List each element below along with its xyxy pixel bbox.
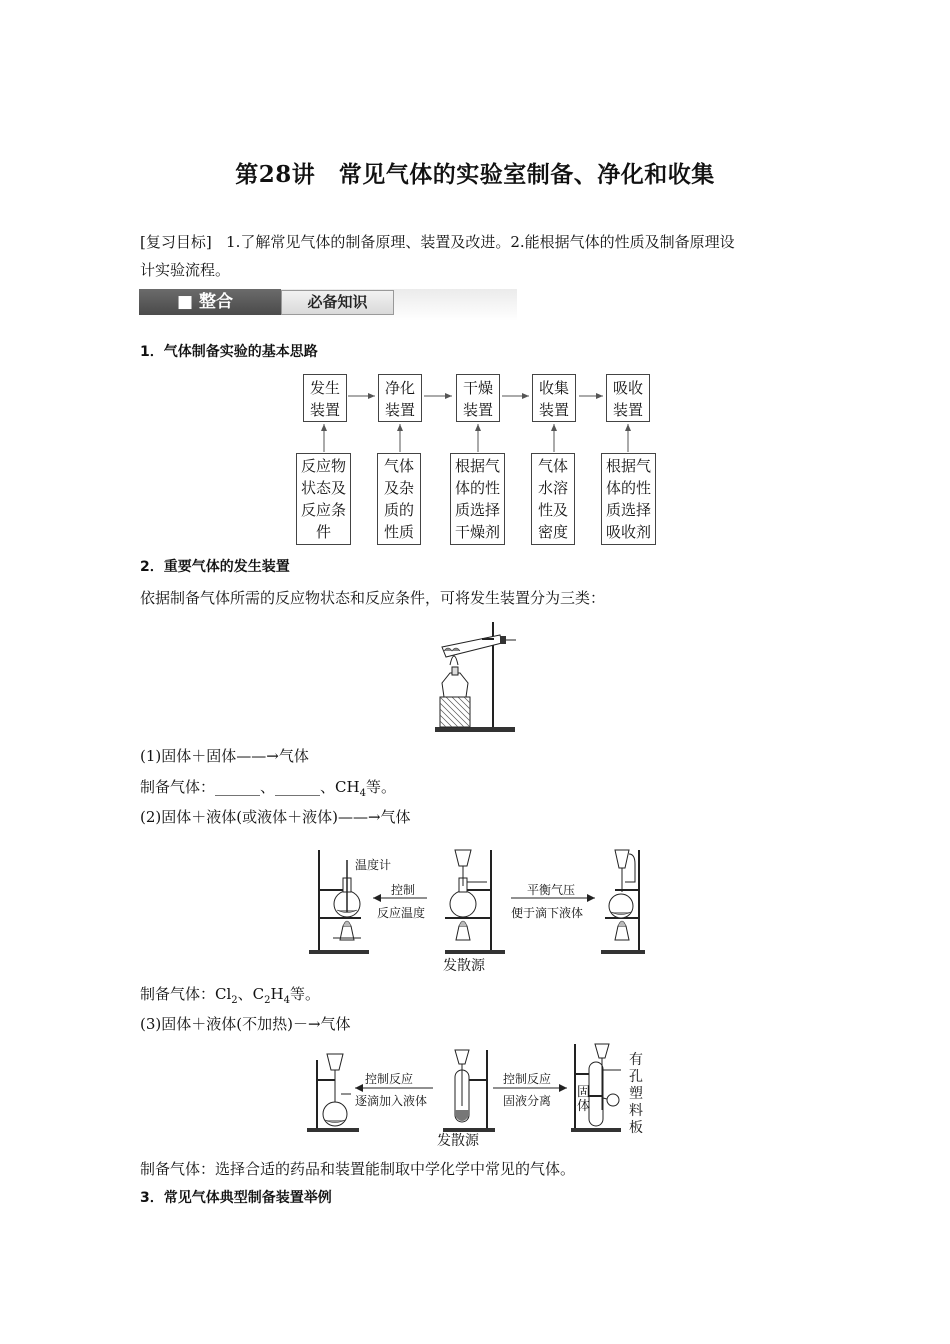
box-collection: 收集装置	[532, 374, 576, 422]
box-impurity-props: 气体及杂质的性质	[377, 453, 421, 545]
page-title: 第28讲 常见气体的实验室制备、净化和收集	[235, 161, 715, 188]
case2-label: (2)固体＋液体(或液体＋液体)——→气体	[140, 808, 411, 826]
case2-prep-b: 、C	[237, 985, 265, 1003]
case1-prep-tail: 等。	[365, 778, 396, 796]
case1-label: (1)固体＋固体——→气体	[140, 747, 309, 765]
c3-left-arrow-label-2: 逐滴加入液体	[355, 1094, 428, 1108]
box-purification: 净化装置	[378, 374, 422, 422]
right-arrow-label-2: 便于滴下液体	[511, 906, 584, 920]
flow-diagram	[295, 372, 655, 548]
thermometer-label: 温度计	[355, 858, 392, 872]
objective-text-1: 1.了解常见气体的制备原理、装置及改进。2.能根据气体的性质及制备原理设	[226, 233, 735, 251]
case2-prep-a: 制备气体：Cl	[140, 985, 232, 1003]
left-arrow-label-2: 反应温度	[377, 906, 426, 920]
solid-liquid-no-heat-figure	[305, 1040, 650, 1152]
c3-right-arrow-label-2: 固液分离	[503, 1094, 552, 1108]
section-banner	[139, 289, 517, 321]
solid-label: 固体	[577, 1085, 591, 1114]
box-desiccant: 根据气体的性质选择干燥剂	[450, 453, 505, 545]
review-objective	[140, 228, 820, 256]
case2-prep-c: H	[270, 985, 284, 1003]
section3-heading: 3．常见气体典型制备装置举例	[140, 1190, 332, 1206]
perforated-plate-label: 有孔塑料板	[629, 1052, 643, 1136]
c3-left-arrow-label-1: 控制反应	[365, 1072, 414, 1086]
box-drying: 干燥装置	[456, 374, 500, 422]
c3-right-arrow-label-1: 控制反应	[503, 1072, 552, 1086]
right-arrow-label-1: 平衡气压	[527, 883, 576, 897]
case1-prep-text: 制备气体：______、______、CH	[140, 778, 360, 796]
case2-prep-sub2: 2	[264, 995, 271, 1006]
solid-solid-apparatus-figure	[430, 617, 520, 735]
banner-right: 必备知识	[281, 290, 394, 315]
case2-prep-d: 等。	[289, 985, 320, 1003]
section2-heading: 2．重要气体的发生装置	[140, 559, 290, 575]
box-absorption: 吸收装置	[606, 374, 650, 422]
case3-label: (3)固体＋液体(不加热)－→气体	[140, 1015, 351, 1033]
banner-left: ■ 整合	[139, 289, 281, 315]
objective-label: [复习目标]	[140, 233, 212, 251]
objective-text-2: 计实验流程。	[140, 261, 231, 279]
box-generation: 发生装置	[303, 374, 347, 422]
box-absorbent: 根据气体的性质选择吸收剂	[601, 453, 656, 545]
solid-liquid-heating-figure	[305, 842, 650, 974]
c3-source-label: 发散源	[437, 1133, 479, 1149]
left-arrow-label-1: 控制	[391, 883, 416, 897]
case2-prep-sub1: 2	[231, 995, 238, 1006]
source-label: 发散源	[443, 958, 485, 974]
case1-prep-sub: 4	[359, 788, 366, 799]
section2-intro: 依据制备气体所需的反应物状态和反应条件，可将发生装置分为三类：	[140, 589, 606, 607]
box-reactant-state: 反应物状态及反应条件	[296, 453, 351, 545]
box-solubility-density: 气体水溶性及密度	[531, 453, 575, 545]
case2-prep-sub3: 4	[283, 995, 290, 1006]
case3-prep: 制备气体：选择合适的药品和装置能制取中学化学中常见的气体。	[140, 1160, 576, 1178]
section1-heading: 1．气体制备实验的基本思路	[140, 344, 318, 360]
